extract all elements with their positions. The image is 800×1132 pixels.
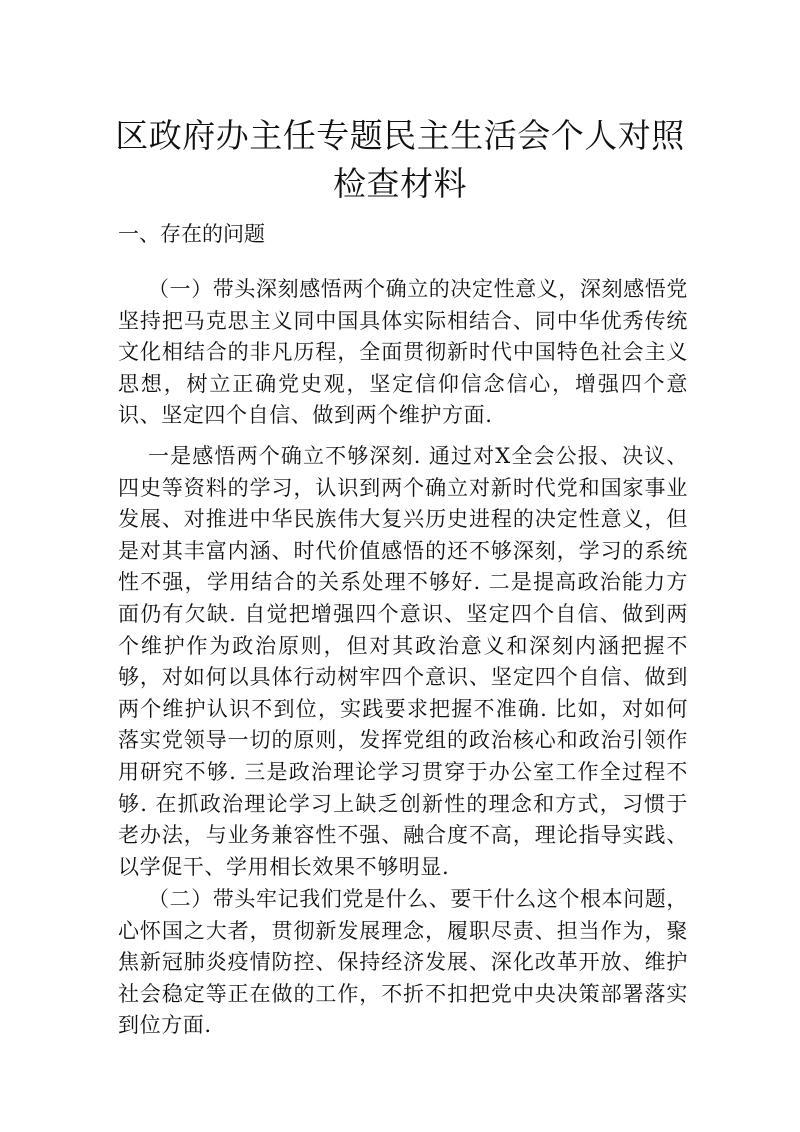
section-heading: 一、存在的问题	[118, 222, 265, 246]
paragraph-2: 一是感悟两个确立不够深刻. 通过对X全会公报、决议、四史等资料的学习，认识到两个确立对新时代党和国家事业发展、对推进中华民族伟大复兴历史进程的决定性意义，但是对其丰富内涵、时代价值感悟的还不够深刻，学习的系统性不强，学用结合的关系处理不够好. 二是提高政治能力方面仍有欠缺. 自觉把增强四个意识、坚定四个自信、做到两个维护作为政治原则，但对其政治意义和深刻内涵把握不够，对如何以具体行动树牢四个意识、坚定四个自信、做到两个维护认识不到位，实践要求把握不准确. 比如，对如何落实党领导一切的原则，发挥党组的政治核心和政治引领作用研究不够. 三是政治理论学习贯穿于办公室工作全过程不够. 在抓政治理论学习上缺乏创新性的理念和方式，习惯于老办法，与业务兼容性不强、融合度不高，理论指导实践、以学促干、学用相长效果不够明显.	[118, 444, 688, 879]
document-title: 区政府办主任专题民主生活会个人对照检查材料	[115, 116, 685, 203]
paragraph-3: （二）带头牢记我们党是什么、要干什么这个根本问题，心怀国之大者，贯彻新发展理念，履职尽责、担当作为，聚焦新冠肺炎疫情防控、保持经济发展、深化改革开放、维护社会稳定等正在做的工作，不折不扣把党中央决策部署落实到位方面.	[118, 887, 688, 1038]
paragraph-1: （一）带头深刻感悟两个确立的决定性意义，深刻感悟党坚持把马克思主义同中国具体实际相结合、同中华优秀传统文化相结合的非凡历程，全面贯彻新时代中国特色社会主义思想，树立正确党史观，坚定信仰信念信心，增强四个意识、坚定四个自信、做到两个维护方面.	[118, 277, 688, 428]
